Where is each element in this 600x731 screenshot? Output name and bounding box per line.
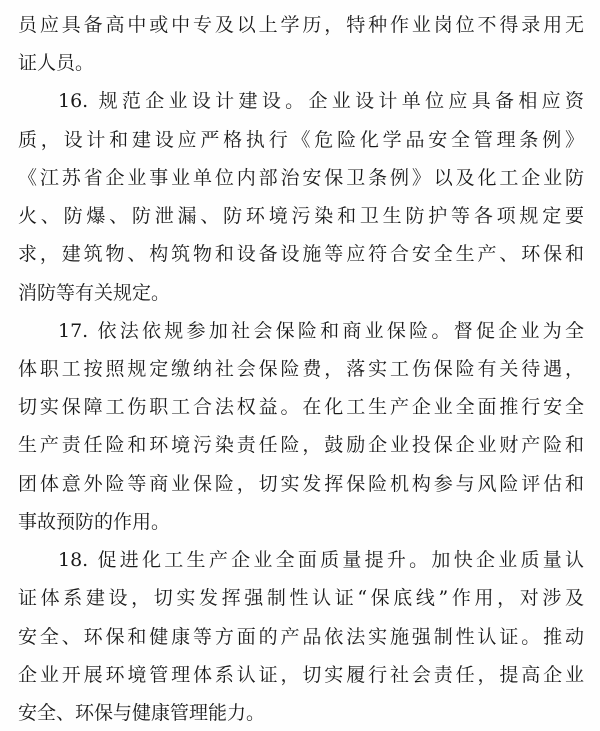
text-line: 体职工按照规定缴纳社会保险费，落实工伤保险有关待遇，: [18, 358, 584, 380]
text-line: 质，设计和建设应严格执行《危险化学品安全管理条例》: [18, 129, 584, 151]
text-line: 安全、环保和健康等方面的产品依法实施强制性认证。推动: [18, 626, 584, 648]
text-line: 员应具备高中或中专及以上学历，特种作业岗位不得录用无: [18, 14, 584, 36]
text-line: 事故预防的作用。: [18, 511, 171, 533]
text-line: 安全、环保与健康管理能力。: [18, 702, 266, 724]
text-line: 生产责任险和环境污染责任险，鼓励企业投保企业财产险和: [18, 434, 584, 456]
text-line: 《江苏省企业事业单位内部治安保卫条例》以及化工企业防: [18, 167, 584, 189]
section-17-heading-line: 17. 依法依规参加社会保险和商业保险。督促企业为全: [58, 320, 584, 342]
text-line: 消防等有关规定。: [18, 282, 171, 304]
text-line: 切实保障工伤职工合法权益。在化工生产企业全面推行安全: [18, 396, 584, 418]
text-line: 企业开展环境管理体系认证，切实履行社会责任，提高企业: [18, 664, 584, 686]
text-line: 证人员。: [18, 52, 95, 74]
section-18-heading-line: 18. 促进化工生产企业全面质量提升。加快企业质量认: [58, 549, 584, 571]
text-line: 证体系建设，切实发挥强制性认证“保底线”作用，对涉及: [18, 587, 584, 609]
section-16-heading-line: 16. 规范企业设计建设。企业设计单位应具备相应资: [58, 90, 584, 112]
text-line: 求，建筑物、构筑物和设备设施等应符合安全生产、环保和: [18, 243, 584, 265]
text-line: 团体意外险等商业保险，切实发挥保险机构参与风险评估和: [18, 473, 584, 495]
text-line: 火、防爆、防泄漏、防环境污染和卫生防护等各项规定要: [18, 205, 584, 227]
